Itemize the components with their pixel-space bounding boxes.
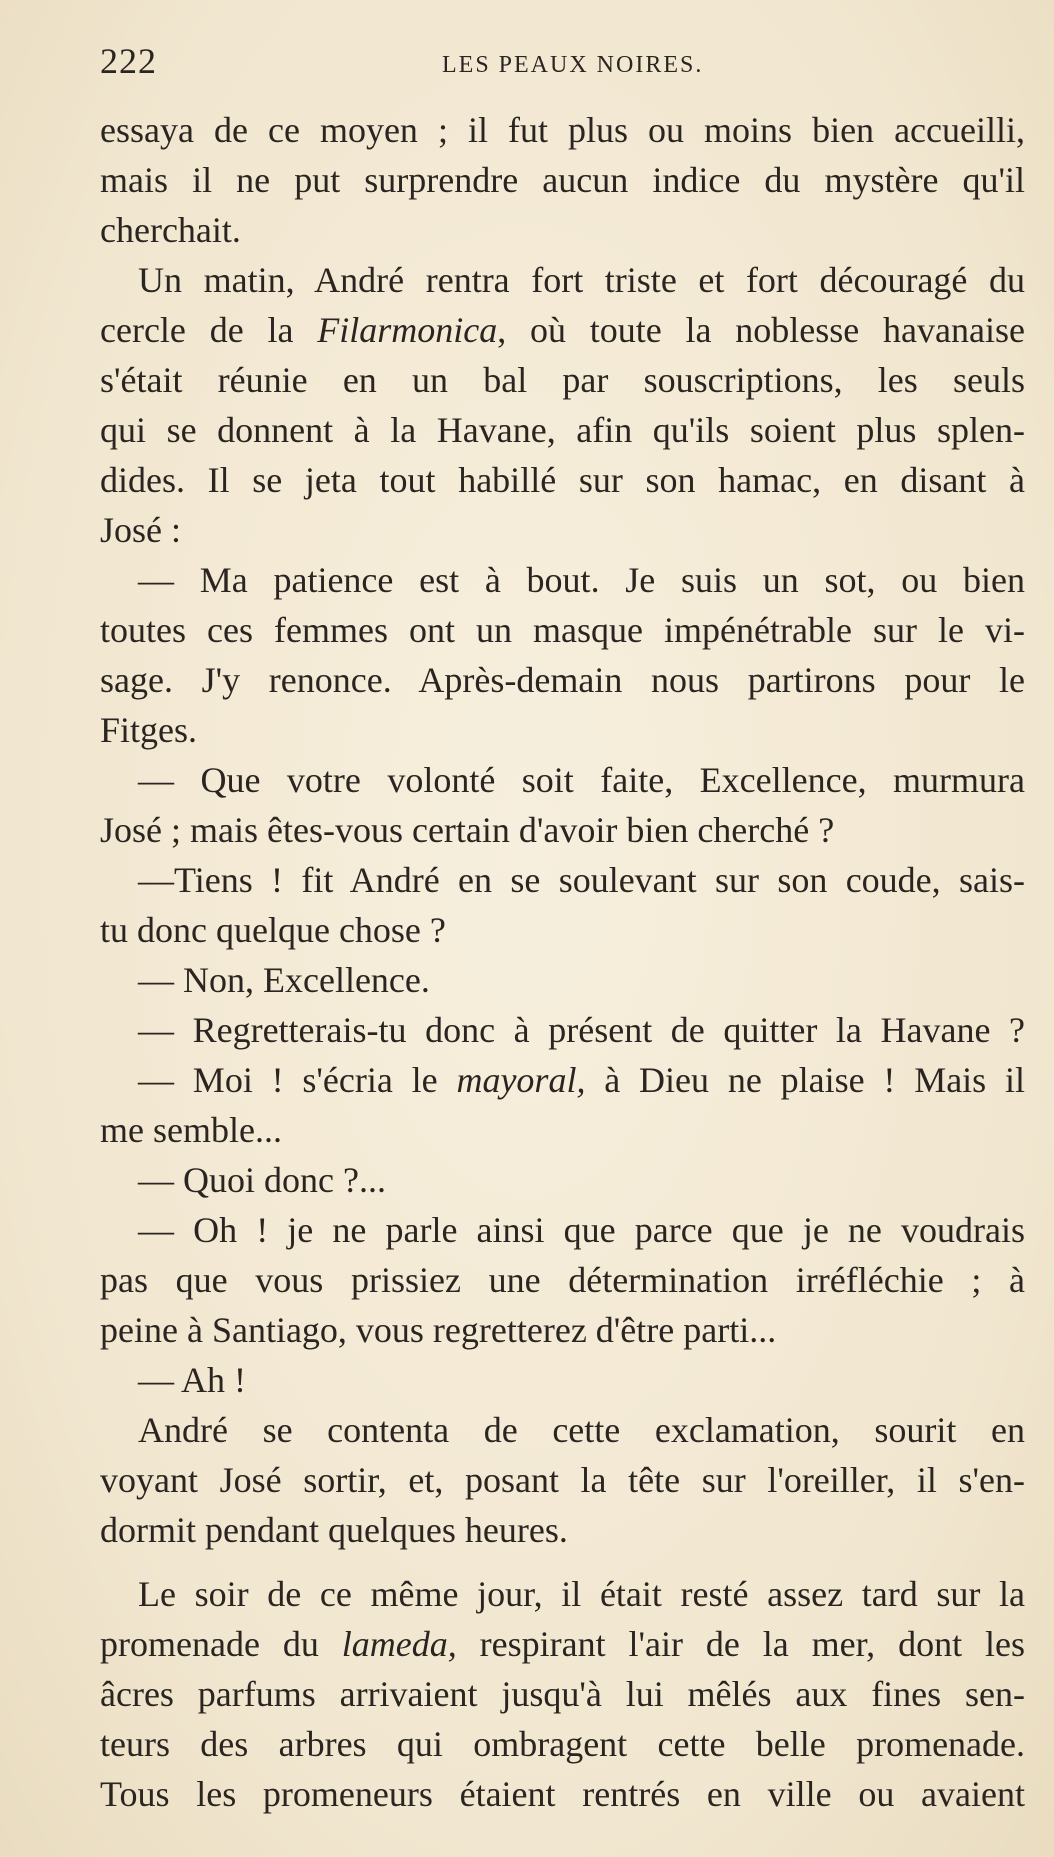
text-line: — Ma patience est à bout. Je suis un sot, ou bien — [138, 560, 1025, 600]
italic-term: lameda, — [341, 1624, 457, 1664]
text-segment: respirant l'air de la mer, dont les — [456, 1624, 1025, 1664]
text-line: teurs des arbres qui ombragent cette belle promenade. — [100, 1724, 1025, 1764]
text-line: voyant José sortir, et, posant la tête sur l'oreiller, il s'en- — [100, 1460, 1025, 1500]
text-segment: cercle de la — [100, 310, 318, 350]
text-segment: promenade du — [100, 1624, 342, 1664]
text-line: — Oh ! je ne parle ainsi que parce que je ne voudrais — [138, 1210, 1025, 1250]
text-segment: , où toute la noblesse havanaise — [497, 310, 1025, 350]
text-segment: — Moi ! s'écria le — [138, 1060, 457, 1100]
text-line — [100, 1055, 1025, 1105]
text-line: José ; mais êtes-vous certain d'avoir bien cherché ? — [100, 810, 835, 850]
text-line: Tous les promeneurs étaient rentrés en ville ou avaient — [100, 1774, 1025, 1814]
text-line: me semble... — [100, 1110, 282, 1150]
text-line: dides. Il se jeta tout habillé sur son hamac, en disant à — [100, 460, 1025, 500]
text-line: —Tiens ! fit André en se soulevant sur son coude, sais- — [138, 860, 1025, 900]
running-title: LES PEAUX NOIRES. — [442, 52, 704, 78]
running-head — [100, 40, 1024, 100]
text-line: toutes ces femmes ont un masque impénétrable sur le vi- — [100, 610, 1025, 650]
text-line: — Non, Excellence. — [138, 960, 430, 1000]
text-line: Le soir de ce même jour, il était resté assez tard sur la — [138, 1574, 1025, 1614]
text-line: essaya de ce moyen ; il fut plus ou moins bien accueilli, — [100, 110, 1025, 150]
text-line: — Ah ! — [138, 1360, 246, 1400]
text-line: dormit pendant quelques heures. — [100, 1510, 568, 1550]
text-line: peine à Santiago, vous regretterez d'être parti... — [100, 1310, 777, 1350]
text-line: sage. J'y renonce. Après-demain nous partirons pour le — [100, 660, 1025, 700]
text-line: Un matin, André rentra fort triste et fort découragé du — [138, 260, 1025, 300]
text-line: — Que votre volonté soit faite, Excellence, murmura — [138, 760, 1025, 800]
text-line: âcres parfums arrivaient jusqu'à lui mêlés aux fines sen- — [100, 1674, 1025, 1714]
text-line: — Quoi donc ?... — [138, 1160, 386, 1200]
text-line: André se contenta de cette exclamation, sourit en — [138, 1410, 1025, 1450]
text-line: cherchait. — [100, 210, 241, 250]
text-line: mais il ne put surprendre aucun indice du mystère qu'il — [100, 160, 1025, 200]
text-line: pas que vous prissiez une détermination irréfléchie ; à — [100, 1260, 1025, 1300]
text-line: José : — [100, 510, 181, 550]
text-line: Fitges. — [100, 710, 198, 750]
italic-term: Filarmonica — [317, 310, 498, 350]
text-line: tu donc quelque chose ? — [100, 910, 446, 950]
text-line: qui se donnent à la Havane, afin qu'ils soient plus splen- — [100, 410, 1025, 450]
text-segment: à Dieu ne plaise ! Mais il — [585, 1060, 1026, 1100]
italic-term: mayoral, — [456, 1060, 586, 1100]
page-number: 222 — [100, 41, 157, 81]
text-line: — Regretterais-tu donc à présent de quitter la Havane ? — [138, 1010, 1025, 1050]
text-line — [100, 1619, 1025, 1669]
text-line — [100, 305, 1025, 355]
body-text — [100, 105, 1025, 1819]
text-line: s'était réunie en un bal par souscriptions, les seuls — [100, 360, 1025, 400]
